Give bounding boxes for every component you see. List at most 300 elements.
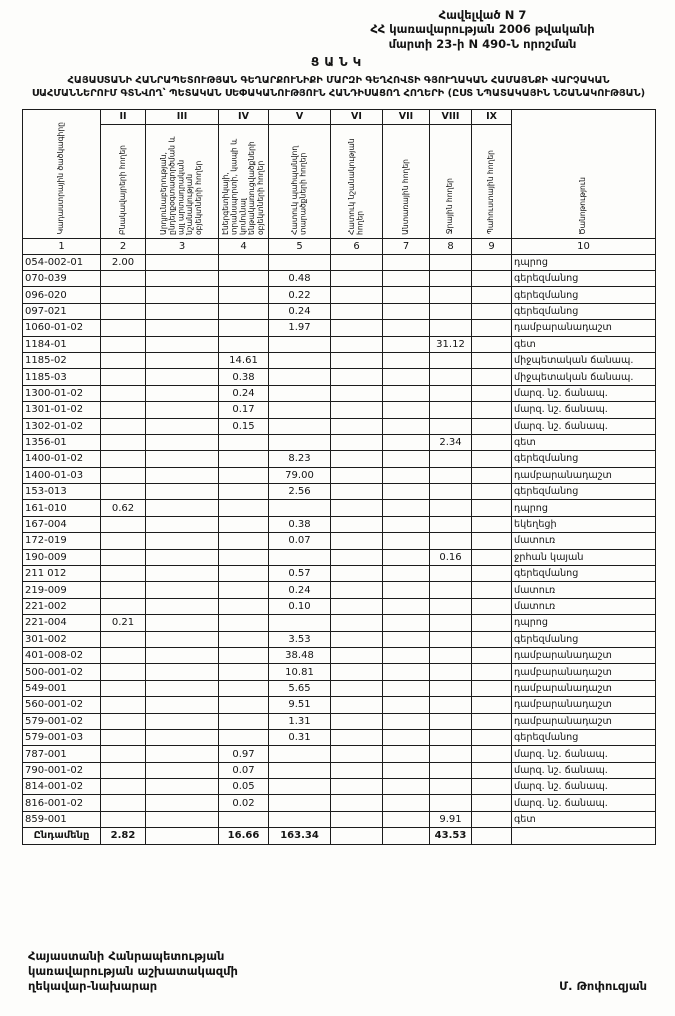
page-title: ՑԱՆԿ: [310, 55, 367, 70]
note-cell: մարզ. նշ. ճանապ.: [512, 402, 656, 418]
area-value-cell: [383, 647, 430, 663]
area-value-cell: [430, 402, 472, 418]
area-value-cell: [101, 631, 146, 647]
area-value-cell: [146, 418, 219, 434]
area-value-cell: [269, 434, 331, 450]
area-value-cell: 8.23: [269, 451, 331, 467]
area-value-cell: [101, 566, 146, 582]
area-value-cell: [430, 746, 472, 762]
cadastral-code-cell: 161-010: [23, 500, 101, 516]
area-value-cell: 0.22: [269, 287, 331, 303]
area-value-cell: [472, 352, 512, 368]
footer-signatory-title: [28, 949, 238, 994]
area-value-cell: [146, 303, 219, 319]
area-value-cell: [146, 287, 219, 303]
table-row: [23, 713, 656, 729]
table-row: [23, 582, 656, 598]
table-row: [23, 631, 656, 647]
table-row: [23, 566, 656, 582]
area-value-cell: [331, 369, 383, 385]
table-row: [23, 795, 656, 811]
area-value-cell: [383, 729, 430, 745]
area-value-cell: [430, 615, 472, 631]
area-value-cell: [101, 729, 146, 745]
table-row: [23, 615, 656, 631]
area-value-cell: [472, 697, 512, 713]
area-value-cell: 43.53: [430, 828, 472, 844]
cadastral-code-cell: 549-001: [23, 680, 101, 696]
table-row: [23, 811, 656, 827]
area-value-cell: [383, 762, 430, 778]
column-header-cadastral-code: [23, 109, 101, 238]
note-cell: դամբարանադաշտ: [512, 320, 656, 336]
appendix-block: [310, 8, 655, 51]
table-row: [23, 664, 656, 680]
area-value-cell: [472, 369, 512, 385]
area-value-cell: [430, 533, 472, 549]
cadastral-code-cell: 167-004: [23, 516, 101, 532]
area-value-cell: [101, 467, 146, 483]
area-value-cell: 3.53: [269, 631, 331, 647]
area-value-cell: [472, 746, 512, 762]
area-value-cell: [430, 467, 472, 483]
area-value-cell: [383, 434, 430, 450]
cadastral-code-cell: 579-001-02: [23, 713, 101, 729]
area-value-cell: [430, 647, 472, 663]
area-value-cell: [331, 615, 383, 631]
area-value-cell: [331, 549, 383, 565]
area-value-cell: [269, 336, 331, 352]
note-cell: մարզ. նշ. ճանապ.: [512, 418, 656, 434]
area-value-cell: [383, 697, 430, 713]
area-value-cell: [430, 270, 472, 286]
cadastral-code-cell: 1300-01-02: [23, 385, 101, 401]
area-value-cell: [430, 697, 472, 713]
area-value-cell: 0.24: [269, 582, 331, 598]
note-cell: դամբարանադաշտ: [512, 713, 656, 729]
area-value-cell: 0.62: [101, 500, 146, 516]
table-row: [23, 270, 656, 286]
cadastral-code-cell: 1185-03: [23, 369, 101, 385]
area-value-cell: [331, 811, 383, 827]
area-value-cell: 0.05: [219, 779, 269, 795]
note-cell: գերեզմանոց: [512, 451, 656, 467]
area-value-cell: [430, 729, 472, 745]
table-row: [23, 484, 656, 500]
area-value-cell: [146, 664, 219, 680]
area-value-cell: [219, 500, 269, 516]
cadastral-code-cell: 153-013: [23, 484, 101, 500]
area-value-cell: [383, 336, 430, 352]
area-value-cell: 0.31: [269, 729, 331, 745]
area-value-cell: 0.15: [219, 418, 269, 434]
area-value-cell: [383, 287, 430, 303]
area-value-cell: [146, 254, 219, 270]
area-value-cell: [472, 320, 512, 336]
table-row: [23, 647, 656, 663]
area-value-cell: [430, 287, 472, 303]
column-number-cell: 7: [383, 238, 430, 254]
note-cell: եկեղեցի: [512, 516, 656, 532]
area-value-cell: [269, 418, 331, 434]
area-value-cell: [331, 566, 383, 582]
area-value-cell: [472, 828, 512, 844]
note-cell: դպրոց: [512, 254, 656, 270]
area-value-cell: [101, 352, 146, 368]
note-cell: գերեզմանոց: [512, 303, 656, 319]
area-value-cell: [101, 320, 146, 336]
cadastral-code-cell: 301-002: [23, 631, 101, 647]
area-value-cell: [383, 533, 430, 549]
note-cell: դամբարանադաշտ: [512, 647, 656, 663]
area-value-cell: [269, 615, 331, 631]
column-number-cell: 1: [23, 238, 101, 254]
area-value-cell: [331, 746, 383, 762]
area-value-cell: [383, 451, 430, 467]
area-value-cell: [219, 336, 269, 352]
area-value-cell: [219, 467, 269, 483]
cadastral-code-cell: 814-001-02: [23, 779, 101, 795]
table-row: [23, 336, 656, 352]
area-value-cell: 2.34: [430, 434, 472, 450]
area-value-cell: [269, 369, 331, 385]
area-value-cell: [101, 484, 146, 500]
area-value-cell: [146, 352, 219, 368]
area-value-cell: [331, 484, 383, 500]
area-value-cell: [219, 320, 269, 336]
area-value-cell: [383, 713, 430, 729]
area-value-cell: [101, 287, 146, 303]
cadastral-code-cell: 859-001: [23, 811, 101, 827]
area-value-cell: [383, 549, 430, 565]
area-value-cell: [146, 762, 219, 778]
area-value-cell: [146, 402, 219, 418]
note-cell: դպրոց: [512, 615, 656, 631]
area-value-cell: [472, 303, 512, 319]
area-value-cell: [219, 533, 269, 549]
column-number-cell: 4: [219, 238, 269, 254]
note-cell: գերեզմանոց: [512, 270, 656, 286]
table-row: [23, 369, 656, 385]
area-value-cell: [219, 549, 269, 565]
area-value-cell: [101, 647, 146, 663]
area-value-cell: [331, 270, 383, 286]
area-value-cell: [219, 484, 269, 500]
column-number-cell: 9: [472, 238, 512, 254]
roman-numeral-cell: VIII: [430, 109, 472, 124]
table-row: [23, 418, 656, 434]
note-cell: մարզ. նշ. ճանապ.: [512, 385, 656, 401]
area-value-cell: [383, 303, 430, 319]
note-cell: մարզ. նշ. ճանապ.: [512, 779, 656, 795]
area-value-cell: [269, 254, 331, 270]
area-value-cell: [472, 549, 512, 565]
table-row: [23, 516, 656, 532]
area-value-cell: [101, 680, 146, 696]
area-value-cell: 2.00: [101, 254, 146, 270]
area-value-cell: [331, 320, 383, 336]
area-value-cell: [331, 533, 383, 549]
area-value-cell: [331, 729, 383, 745]
note-cell: դամբարանադաշտ: [512, 680, 656, 696]
note-cell: միջպետական ճանապ.: [512, 352, 656, 368]
area-value-cell: [472, 631, 512, 647]
table-row: [23, 303, 656, 319]
area-value-cell: [146, 270, 219, 286]
area-value-cell: [472, 467, 512, 483]
area-value-cell: 1.97: [269, 320, 331, 336]
area-value-cell: [331, 828, 383, 844]
area-value-cell: [383, 598, 430, 614]
area-value-cell: [430, 762, 472, 778]
appendix-line-2: ՀՀ կառավարության 2006 թվականի: [370, 22, 595, 37]
area-value-cell: [219, 287, 269, 303]
area-value-cell: [430, 566, 472, 582]
area-value-cell: [219, 434, 269, 450]
area-value-cell: [146, 746, 219, 762]
area-value-cell: [101, 451, 146, 467]
area-value-cell: [146, 566, 219, 582]
area-value-cell: [331, 631, 383, 647]
area-value-cell: [146, 320, 219, 336]
note-cell: դամբարանադաշտ: [512, 664, 656, 680]
note-cell: գերեզմանոց: [512, 287, 656, 303]
area-value-cell: [101, 402, 146, 418]
area-value-cell: [383, 566, 430, 582]
area-value-cell: [430, 598, 472, 614]
area-value-cell: [146, 533, 219, 549]
cadastral-code-cell: 1400-01-03: [23, 467, 101, 483]
area-value-cell: 0.21: [101, 615, 146, 631]
table-row: [23, 467, 656, 483]
column-number-cell: 6: [331, 238, 383, 254]
area-value-cell: [331, 418, 383, 434]
area-value-cell: 0.97: [219, 746, 269, 762]
area-value-cell: [146, 484, 219, 500]
area-value-cell: [383, 369, 430, 385]
area-value-cell: [472, 418, 512, 434]
area-value-cell: [383, 631, 430, 647]
area-value-cell: [472, 434, 512, 450]
land-registry-table: [22, 109, 656, 845]
area-value-cell: [383, 828, 430, 844]
roman-numeral-cell: III: [146, 109, 219, 124]
area-value-cell: [383, 320, 430, 336]
area-value-cell: [219, 451, 269, 467]
area-value-cell: [219, 582, 269, 598]
column-number-row: [23, 238, 656, 254]
area-value-cell: [146, 549, 219, 565]
table-row: [23, 697, 656, 713]
table-row: [23, 680, 656, 696]
area-value-cell: 0.07: [219, 762, 269, 778]
area-value-cell: [331, 402, 383, 418]
area-value-cell: [383, 582, 430, 598]
note-cell: մատուռ: [512, 582, 656, 598]
table-row: [23, 746, 656, 762]
area-value-cell: [383, 270, 430, 286]
area-value-cell: [146, 598, 219, 614]
area-value-cell: [383, 664, 430, 680]
area-value-cell: [269, 402, 331, 418]
totals-row: [23, 828, 656, 844]
area-value-cell: [101, 336, 146, 352]
area-value-cell: [430, 516, 472, 532]
area-value-cell: [219, 254, 269, 270]
column-number-cell: 5: [269, 238, 331, 254]
area-value-cell: [269, 746, 331, 762]
area-value-cell: [472, 729, 512, 745]
note-cell: դամբարանադաշտ: [512, 467, 656, 483]
table-row: [23, 762, 656, 778]
area-value-cell: [146, 582, 219, 598]
area-value-cell: [101, 418, 146, 434]
area-value-cell: [331, 795, 383, 811]
area-value-cell: [146, 615, 219, 631]
note-cell: գետ: [512, 336, 656, 352]
note-cell: մատուռ: [512, 598, 656, 614]
area-value-cell: 16.66: [219, 828, 269, 844]
column-header-reserve-lands: Պահուստային հողեր: [472, 124, 512, 238]
area-value-cell: [269, 779, 331, 795]
note-cell: գերեզմանոց: [512, 484, 656, 500]
area-value-cell: [146, 729, 219, 745]
area-value-cell: 2.56: [269, 484, 331, 500]
area-value-cell: [430, 320, 472, 336]
area-value-cell: [146, 697, 219, 713]
area-value-cell: [331, 779, 383, 795]
area-value-cell: [146, 811, 219, 827]
area-value-cell: [146, 451, 219, 467]
cadastral-code-header-label: Կադաստրային ծածկագիրը: [56, 122, 66, 235]
table-row: [23, 500, 656, 516]
note-cell: մարզ. նշ. ճանապ.: [512, 795, 656, 811]
area-value-cell: [430, 385, 472, 401]
roman-numeral-cell: II: [101, 109, 146, 124]
area-value-cell: [472, 516, 512, 532]
table-row: [23, 402, 656, 418]
area-value-cell: [101, 779, 146, 795]
note-cell: գետ: [512, 434, 656, 450]
area-value-cell: [331, 352, 383, 368]
area-value-cell: [331, 713, 383, 729]
area-value-cell: 14.61: [219, 352, 269, 368]
area-value-cell: [101, 762, 146, 778]
area-value-cell: [472, 385, 512, 401]
area-value-cell: [219, 303, 269, 319]
area-value-cell: [146, 467, 219, 483]
area-value-cell: [269, 500, 331, 516]
area-value-cell: [146, 516, 219, 532]
appendix-line-3: մարտի 23-ի N 490-Ն որոշման: [388, 36, 577, 51]
area-value-cell: [331, 647, 383, 663]
area-value-cell: 0.24: [269, 303, 331, 319]
cadastral-code-cell: 172-019: [23, 533, 101, 549]
area-value-cell: [472, 598, 512, 614]
area-value-cell: [269, 385, 331, 401]
area-value-cell: 5.65: [269, 680, 331, 696]
area-value-cell: [383, 402, 430, 418]
area-value-cell: [383, 484, 430, 500]
area-value-cell: [101, 664, 146, 680]
area-value-cell: [146, 369, 219, 385]
area-value-cell: [472, 582, 512, 598]
area-value-cell: 31.12: [430, 336, 472, 352]
cadastral-code-cell: 500-001-02: [23, 664, 101, 680]
area-value-cell: [383, 680, 430, 696]
area-value-cell: [472, 500, 512, 516]
area-value-cell: 0.38: [219, 369, 269, 385]
cadastral-code-cell: 579-001-03: [23, 729, 101, 745]
area-value-cell: [101, 369, 146, 385]
area-value-cell: 0.38: [269, 516, 331, 532]
area-value-cell: [383, 467, 430, 483]
area-value-cell: [472, 270, 512, 286]
area-value-cell: [101, 746, 146, 762]
cadastral-code-cell: 1185-02: [23, 352, 101, 368]
area-value-cell: [219, 697, 269, 713]
area-value-cell: [430, 664, 472, 680]
area-value-cell: [331, 287, 383, 303]
area-value-cell: [430, 303, 472, 319]
area-value-cell: 0.24: [219, 385, 269, 401]
area-value-cell: [472, 254, 512, 270]
area-value-cell: [101, 598, 146, 614]
area-value-cell: [472, 287, 512, 303]
area-value-cell: [219, 615, 269, 631]
area-value-cell: [383, 385, 430, 401]
area-value-cell: [430, 484, 472, 500]
column-header-forest-lands: Անտառային հողեր: [383, 124, 430, 238]
area-value-cell: [383, 418, 430, 434]
area-value-cell: 10.81: [269, 664, 331, 680]
area-value-cell: [101, 795, 146, 811]
note-cell: միջպետական ճանապ.: [512, 369, 656, 385]
area-value-cell: [219, 516, 269, 532]
area-value-cell: [219, 631, 269, 647]
area-value-cell: [430, 680, 472, 696]
area-value-cell: [146, 647, 219, 663]
area-value-cell: [269, 352, 331, 368]
area-value-cell: [146, 828, 219, 844]
cadastral-code-cell: 096-020: [23, 287, 101, 303]
area-value-cell: [101, 270, 146, 286]
cadastral-code-cell: 070-039: [23, 270, 101, 286]
note-cell: գերեզմանոց: [512, 566, 656, 582]
footer-line-2: կառավարության աշխատակազմի: [28, 964, 238, 979]
area-value-cell: [101, 582, 146, 598]
area-value-cell: [472, 615, 512, 631]
cadastral-code-cell: 219-009: [23, 582, 101, 598]
area-value-cell: [472, 811, 512, 827]
column-header-note: [512, 109, 656, 238]
area-value-cell: 0.16: [430, 549, 472, 565]
area-value-cell: [219, 598, 269, 614]
table-row: [23, 254, 656, 270]
note-cell: [512, 828, 656, 844]
cadastral-code-cell: 1060-01-02: [23, 320, 101, 336]
cadastral-code-cell: 221-004: [23, 615, 101, 631]
column-header-infrastructure-lands: Էներգետիկայի, տրանսպորտի, կապի և կոմունալ ենթակառուցվածքների օբյեկտների հողեր: [219, 124, 269, 238]
area-value-cell: [383, 811, 430, 827]
area-value-cell: [430, 582, 472, 598]
cadastral-code-cell: 054-002-01: [23, 254, 101, 270]
area-value-cell: [331, 500, 383, 516]
column-header-settlement-lands: Բնակավայրերի հողեր: [101, 124, 146, 238]
area-value-cell: [219, 713, 269, 729]
table-row: [23, 549, 656, 565]
cadastral-code-cell: Ընդամենը: [23, 828, 101, 844]
